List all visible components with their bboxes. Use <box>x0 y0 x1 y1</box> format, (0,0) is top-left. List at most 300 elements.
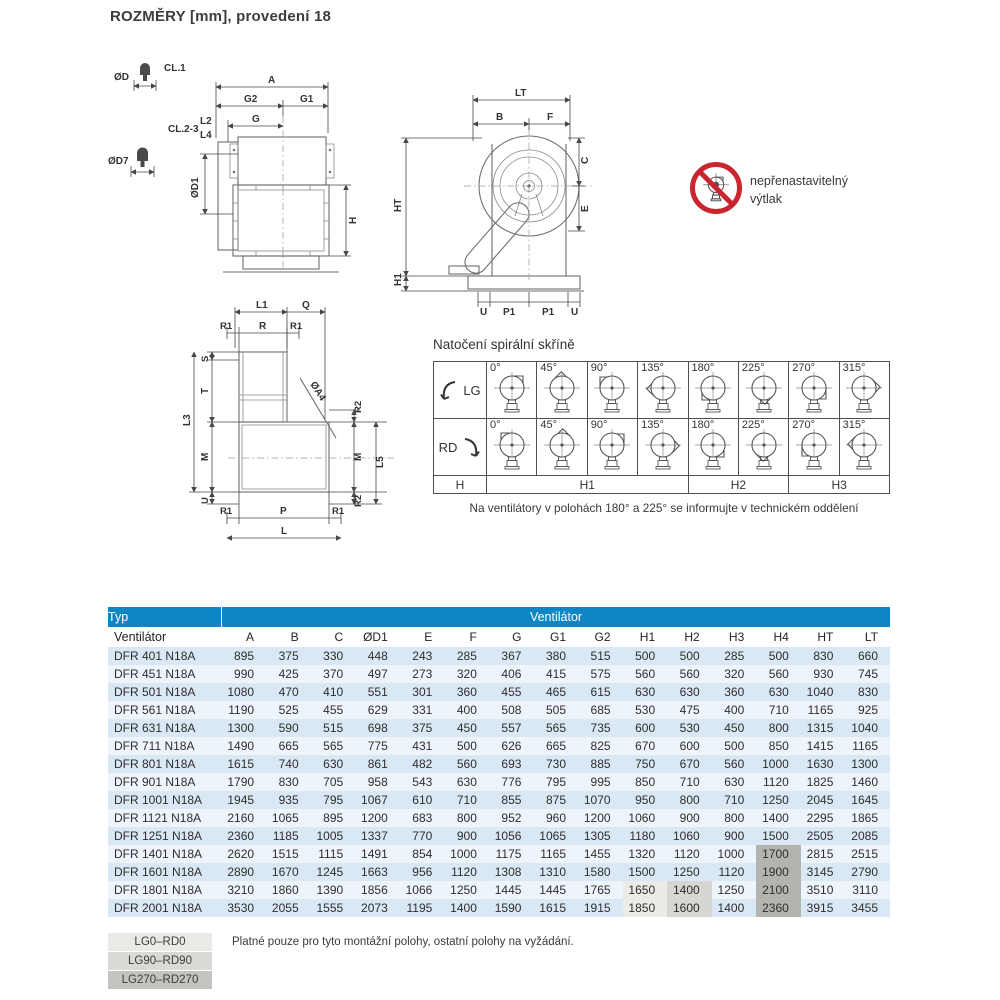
dim-value: 2073 <box>355 899 400 917</box>
outlet-view-drawing <box>182 292 427 557</box>
dim-label-r: R <box>259 321 267 332</box>
dim-value: 515 <box>311 719 356 737</box>
dim-value: 776 <box>489 773 534 791</box>
table-row <box>108 647 890 665</box>
fan-type: DFR 1001 N18A <box>108 791 222 809</box>
dim-value: 1615 <box>222 755 267 773</box>
dim-value: 1670 <box>266 863 311 881</box>
dim-value: 626 <box>489 737 534 755</box>
legend-note: Platné pouze pro tyto montážní polohy, ostatní polohy na vyžádání. <box>232 936 574 948</box>
fan-position-icon <box>794 427 834 471</box>
fan-position-icon <box>693 427 733 471</box>
dim-value: 1200 <box>578 809 623 827</box>
dim-value: 1000 <box>712 845 757 863</box>
dim-value: 565 <box>311 737 356 755</box>
rotation-angle-label: 135° <box>641 419 664 431</box>
dim-value: 925 <box>845 701 890 719</box>
rotation-angle-cell <box>587 362 637 419</box>
dim-value: 560 <box>667 665 712 683</box>
dim-value: 1700 <box>756 845 801 863</box>
table-column-header-row <box>108 627 890 647</box>
dim-value: 1245 <box>311 863 356 881</box>
dim-value: 530 <box>667 719 712 737</box>
fan-position-icon <box>794 370 834 414</box>
dim-value: 285 <box>444 647 489 665</box>
dim-value: 1195 <box>400 899 445 917</box>
dim-value: 900 <box>712 827 757 845</box>
table-group-header: Ventilátor <box>222 607 891 627</box>
rotation-angle-cell <box>789 419 839 476</box>
dim-value: 1040 <box>801 683 846 701</box>
dim-value: 1580 <box>578 863 623 881</box>
dim-value: 2515 <box>845 845 890 863</box>
dim-label-cl1: CL.1 <box>164 63 186 74</box>
fan-position-icon <box>492 370 532 414</box>
dim-value: 2160 <box>222 809 267 827</box>
dim-value: 1600 <box>667 899 712 917</box>
dim-value: 3145 <box>801 863 846 881</box>
rotation-angle-cell <box>638 362 688 419</box>
dim-label-ht: HT <box>393 198 404 212</box>
table-row <box>108 683 890 701</box>
rotation-angle-label: 135° <box>641 362 664 374</box>
fan-front-outline <box>218 116 339 272</box>
dim-label-c: C <box>580 156 591 164</box>
dim-value: 415 <box>533 665 578 683</box>
dim-value: 551 <box>355 683 400 701</box>
column-header-ød1: ØD1 <box>355 627 400 647</box>
dim-value: 1555 <box>311 899 356 917</box>
dim-label-l4: L4 <box>200 130 212 141</box>
dim-value: 630 <box>444 773 489 791</box>
dim-value: 693 <box>489 755 534 773</box>
dim-value: 1765 <box>578 881 623 899</box>
dim-value: 1080 <box>222 683 267 701</box>
dim-value: 875 <box>533 791 578 809</box>
dim-value: 670 <box>667 755 712 773</box>
dim-value: 2360 <box>222 827 267 845</box>
prohibit-caption-line1: nepřenastavitelný <box>750 174 848 188</box>
rotation-angle-label: 0° <box>490 419 501 431</box>
dim-value: 861 <box>355 755 400 773</box>
rotation-angle-cell <box>688 362 738 419</box>
dim-value: 1310 <box>533 863 578 881</box>
dim-value: 575 <box>578 665 623 683</box>
dim-value: 1190 <box>222 701 267 719</box>
dim-label-a4: ØA4 <box>307 379 328 404</box>
side-view-drawing <box>392 86 667 316</box>
dim-value: 565 <box>533 719 578 737</box>
fan-type: DFR 1601 N18A <box>108 863 222 881</box>
fan-position-icon <box>844 370 884 414</box>
column-header-g: G <box>489 627 534 647</box>
dim-value: 1390 <box>311 881 356 899</box>
dim-value: 1070 <box>578 791 623 809</box>
column-header-h2: H2 <box>667 627 712 647</box>
rotation-angle-cell <box>537 419 587 476</box>
dim-value: 1060 <box>667 827 712 845</box>
dim-value: 855 <box>489 791 534 809</box>
rotation-row-rd <box>434 419 890 476</box>
dim-value: 1400 <box>712 899 757 917</box>
dim-label-l3: L3 <box>182 414 193 426</box>
dim-value: 1915 <box>578 899 623 917</box>
dim-value: 455 <box>489 683 534 701</box>
dim-value: 710 <box>712 791 757 809</box>
lg-rotation-icon <box>439 378 461 402</box>
dim-label-a: A <box>268 75 276 86</box>
dim-value: 2790 <box>845 863 890 881</box>
rotation-angle-label: 225° <box>741 419 765 431</box>
rotation-angle-cell <box>487 362 537 419</box>
dim-value: 273 <box>400 665 445 683</box>
dim-value: 560 <box>623 665 668 683</box>
dim-label-h1: H1 <box>393 273 404 286</box>
dim-label-r1: R1 <box>220 321 233 332</box>
dim-value: 1500 <box>756 827 801 845</box>
rotation-angle-label: 270° <box>792 362 816 374</box>
dim-value: 331 <box>400 701 445 719</box>
dim-value: 1455 <box>578 845 623 863</box>
rotation-angle-label: 180° <box>691 362 715 374</box>
dim-value: 900 <box>667 809 712 827</box>
dim-value: 1400 <box>444 899 489 917</box>
column-header-g2: G2 <box>578 627 623 647</box>
dim-value: 830 <box>801 647 846 665</box>
dim-value: 885 <box>578 755 623 773</box>
fan-type: DFR 451 N18A <box>108 665 222 683</box>
dim-value: 1175 <box>489 845 534 863</box>
dim-value: 683 <box>400 809 445 827</box>
rotation-row-label: RD <box>438 439 458 455</box>
dim-value: 1945 <box>222 791 267 809</box>
dim-label-d1: ØD1 <box>190 177 201 198</box>
dim-value: 375 <box>400 719 445 737</box>
dim-value: 2815 <box>801 845 846 863</box>
front-view-drawing <box>106 58 421 308</box>
dim-value: 500 <box>444 737 489 755</box>
dim-value: 630 <box>623 683 668 701</box>
dim-value: 795 <box>533 773 578 791</box>
dim-value: 500 <box>712 737 757 755</box>
dim-value: 630 <box>756 683 801 701</box>
rotation-angle-label: 180° <box>691 419 715 431</box>
dim-value: 1856 <box>355 881 400 899</box>
dim-value: 2890 <box>222 863 267 881</box>
dim-value: 1200 <box>355 809 400 827</box>
legend-item: LG270–RD270 <box>108 971 212 989</box>
dim-value: 360 <box>712 683 757 701</box>
dim-value: 500 <box>623 647 668 665</box>
dim-value: 525 <box>266 701 311 719</box>
dim-label-r2: R2 <box>353 400 364 413</box>
dim-value: 410 <box>311 683 356 701</box>
rotation-row-lg <box>434 362 890 419</box>
fan-position-icon <box>592 370 632 414</box>
table-row <box>108 665 890 683</box>
legend-item: LG0–RD0 <box>108 933 212 951</box>
dim-value: 3530 <box>222 899 267 917</box>
dim-label-b: B <box>496 112 504 123</box>
column-header-b: B <box>266 627 311 647</box>
fan-type: DFR 631 N18A <box>108 719 222 737</box>
column-header-h4: H4 <box>756 627 801 647</box>
dim-label-p1: P1 <box>542 307 555 318</box>
dim-value: 301 <box>400 683 445 701</box>
prohibit-caption <box>750 172 848 208</box>
dim-value: 600 <box>623 719 668 737</box>
table-row <box>108 773 890 791</box>
dim-value: 2505 <box>801 827 846 845</box>
dim-value: 590 <box>266 719 311 737</box>
fan-type: DFR 711 N18A <box>108 737 222 755</box>
rotation-angle-cell <box>738 419 788 476</box>
fan-type: DFR 1801 N18A <box>108 881 222 899</box>
dim-value: 958 <box>355 773 400 791</box>
dim-value: 1165 <box>533 845 578 863</box>
dim-label-r1: R1 <box>332 506 345 517</box>
table-row <box>108 737 890 755</box>
dim-label-q: Q <box>302 300 310 311</box>
dim-value: 830 <box>845 683 890 701</box>
fan-type: DFR 901 N18A <box>108 773 222 791</box>
dim-value: 1120 <box>712 863 757 881</box>
dim-value: 1615 <box>533 899 578 917</box>
dim-value: 710 <box>444 791 489 809</box>
rotation-footer-h3: H3 <box>789 476 890 494</box>
dim-value: 685 <box>578 701 623 719</box>
rotation-angle-label: 225° <box>741 362 765 374</box>
rotation-angle-label: 270° <box>792 419 816 431</box>
fan-type: DFR 1251 N18A <box>108 827 222 845</box>
rotation-angle-label: 315° <box>842 419 866 431</box>
rotation-angle-label: 315° <box>842 362 866 374</box>
dim-label-u: U <box>571 307 579 318</box>
table-row <box>108 809 890 827</box>
dim-value: 330 <box>311 647 356 665</box>
dim-value: 1120 <box>667 845 712 863</box>
dim-value: 1415 <box>801 737 846 755</box>
fan-position-icon <box>643 370 683 414</box>
dim-value: 1850 <box>623 899 668 917</box>
table-row <box>108 881 890 899</box>
dim-value: 3510 <box>801 881 846 899</box>
column-header-ht: HT <box>801 627 846 647</box>
dim-value: 505 <box>533 701 578 719</box>
dim-value: 800 <box>756 719 801 737</box>
dim-value: 1120 <box>444 863 489 881</box>
dim-value: 425 <box>266 665 311 683</box>
dim-value: 406 <box>489 665 534 683</box>
fan-position-icon <box>744 427 784 471</box>
dim-value: 1900 <box>756 863 801 881</box>
dim-label-f: F <box>547 112 554 123</box>
dim-value: 285 <box>712 647 757 665</box>
dim-value: 2360 <box>756 899 801 917</box>
dim-value: 465 <box>533 683 578 701</box>
fan-position-icon <box>844 427 884 471</box>
prohibit-caption-line2: výtlak <box>750 192 782 206</box>
dim-value: 1308 <box>489 863 534 881</box>
dim-value: 1645 <box>845 791 890 809</box>
dim-value: 1300 <box>845 755 890 773</box>
dim-value: 3110 <box>845 881 890 899</box>
non-adjustable-outlet-icon <box>688 160 744 216</box>
fan-type: DFR 501 N18A <box>108 683 222 701</box>
dim-value: 475 <box>667 701 712 719</box>
dim-value: 1445 <box>489 881 534 899</box>
dim-value: 470 <box>266 683 311 701</box>
dim-label-p: P <box>280 506 287 517</box>
dim-label-od: ØD <box>114 72 129 83</box>
table-row <box>108 845 890 863</box>
rotation-angle-label: 45° <box>540 419 558 431</box>
dim-label-r1: R1 <box>220 506 233 517</box>
dim-value: 1165 <box>845 737 890 755</box>
dim-value: 895 <box>222 647 267 665</box>
dim-value: 895 <box>311 809 356 827</box>
dim-value: 1180 <box>623 827 668 845</box>
dim-label-lt: LT <box>515 88 527 99</box>
bolt-cl23-icon <box>131 148 154 178</box>
dim-label-l5: L5 <box>375 456 386 468</box>
dim-value: 320 <box>444 665 489 683</box>
dim-value: 380 <box>533 647 578 665</box>
dim-value: 450 <box>712 719 757 737</box>
dim-value: 930 <box>801 665 846 683</box>
dim-value: 367 <box>489 647 534 665</box>
fan-type: DFR 401 N18A <box>108 647 222 665</box>
dim-value: 448 <box>355 647 400 665</box>
dim-label-r1: R1 <box>290 321 303 332</box>
dim-value: 1515 <box>266 845 311 863</box>
fan-type: DFR 1121 N18A <box>108 809 222 827</box>
dim-label-m: M <box>200 452 211 461</box>
dim-value: 830 <box>266 773 311 791</box>
dim-value: 935 <box>266 791 311 809</box>
rotation-row-label: LG <box>463 382 481 398</box>
rotation-angle-label: 0° <box>490 362 501 374</box>
rotation-side-cell <box>434 419 487 476</box>
dim-value: 698 <box>355 719 400 737</box>
dim-label-l: L <box>281 526 288 537</box>
dim-value: 1066 <box>400 881 445 899</box>
dim-value: 1400 <box>667 881 712 899</box>
column-header-c: C <box>311 627 356 647</box>
rotation-angle-label: 45° <box>540 362 558 374</box>
column-header-h3: H3 <box>712 627 757 647</box>
dim-value: 431 <box>400 737 445 755</box>
column-header-a: A <box>222 627 267 647</box>
dim-label-p1: P1 <box>503 307 516 318</box>
dim-value: 850 <box>623 773 668 791</box>
fan-type: DFR 801 N18A <box>108 755 222 773</box>
dim-value: 1790 <box>222 773 267 791</box>
dim-value: 543 <box>400 773 445 791</box>
dim-value: 1460 <box>845 773 890 791</box>
dim-value: 1337 <box>355 827 400 845</box>
rd-rotation-icon <box>459 435 481 459</box>
rotation-angle-cell <box>537 362 587 419</box>
dim-value: 482 <box>400 755 445 773</box>
dim-value: 1650 <box>623 881 668 899</box>
column-header-g1: G1 <box>533 627 578 647</box>
dim-label-m: M <box>353 452 364 461</box>
fan-type: DFR 561 N18A <box>108 701 222 719</box>
dim-value: 2100 <box>756 881 801 899</box>
rotation-angle-cell <box>839 362 889 419</box>
dim-value: 1865 <box>845 809 890 827</box>
dim-value: 900 <box>444 827 489 845</box>
rotation-footer-h2: H2 <box>688 476 789 494</box>
dim-value: 775 <box>355 737 400 755</box>
dim-value: 400 <box>712 701 757 719</box>
dim-value: 3455 <box>845 899 890 917</box>
dim-value: 854 <box>400 845 445 863</box>
dim-value: 995 <box>578 773 623 791</box>
rotation-angle-cell <box>738 362 788 419</box>
dimension-table <box>108 607 890 917</box>
dim-value: 2620 <box>222 845 267 863</box>
dim-value: 770 <box>400 827 445 845</box>
dim-value: 800 <box>712 809 757 827</box>
fan-position-icon <box>643 427 683 471</box>
fan-position-icon <box>592 427 632 471</box>
dim-value: 1305 <box>578 827 623 845</box>
dim-label-u: U <box>480 307 488 318</box>
dim-value: 2085 <box>845 827 890 845</box>
table-row <box>108 899 890 917</box>
dim-value: 557 <box>489 719 534 737</box>
rotation-footer-h1: H1 <box>487 476 689 494</box>
dim-value: 1250 <box>712 881 757 899</box>
dim-value: 1445 <box>533 881 578 899</box>
dim-value: 1065 <box>266 809 311 827</box>
dim-value: 497 <box>355 665 400 683</box>
dim-value: 1120 <box>756 773 801 791</box>
dim-value: 515 <box>578 647 623 665</box>
dim-label-r2: R2 <box>353 494 364 507</box>
dim-label-cl23: CL.2-3 <box>168 124 199 135</box>
dim-value: 629 <box>355 701 400 719</box>
dim-value: 1663 <box>355 863 400 881</box>
dim-label-e: E <box>580 205 591 212</box>
rotation-angle-cell <box>789 362 839 419</box>
dim-value: 360 <box>444 683 489 701</box>
dim-value: 745 <box>845 665 890 683</box>
dim-value: 450 <box>444 719 489 737</box>
table-group-header-row <box>108 607 890 627</box>
dim-value: 1165 <box>801 701 846 719</box>
dim-value: 1250 <box>756 791 801 809</box>
dim-value: 950 <box>623 791 668 809</box>
dim-value: 375 <box>266 647 311 665</box>
rotation-angle-label: 90° <box>590 419 608 431</box>
dim-value: 1320 <box>623 845 668 863</box>
dim-value: 400 <box>444 701 489 719</box>
dim-label-od7: ØD7 <box>108 156 129 167</box>
dim-label-g2: G2 <box>244 94 258 105</box>
dim-label-l1: L1 <box>256 300 268 311</box>
dim-value: 560 <box>712 755 757 773</box>
rotation-angle-cell <box>688 419 738 476</box>
dim-value: 710 <box>756 701 801 719</box>
dim-value: 630 <box>712 773 757 791</box>
dim-value: 1056 <box>489 827 534 845</box>
dim-value: 1491 <box>355 845 400 863</box>
dim-value: 455 <box>311 701 356 719</box>
dim-value: 1860 <box>266 881 311 899</box>
